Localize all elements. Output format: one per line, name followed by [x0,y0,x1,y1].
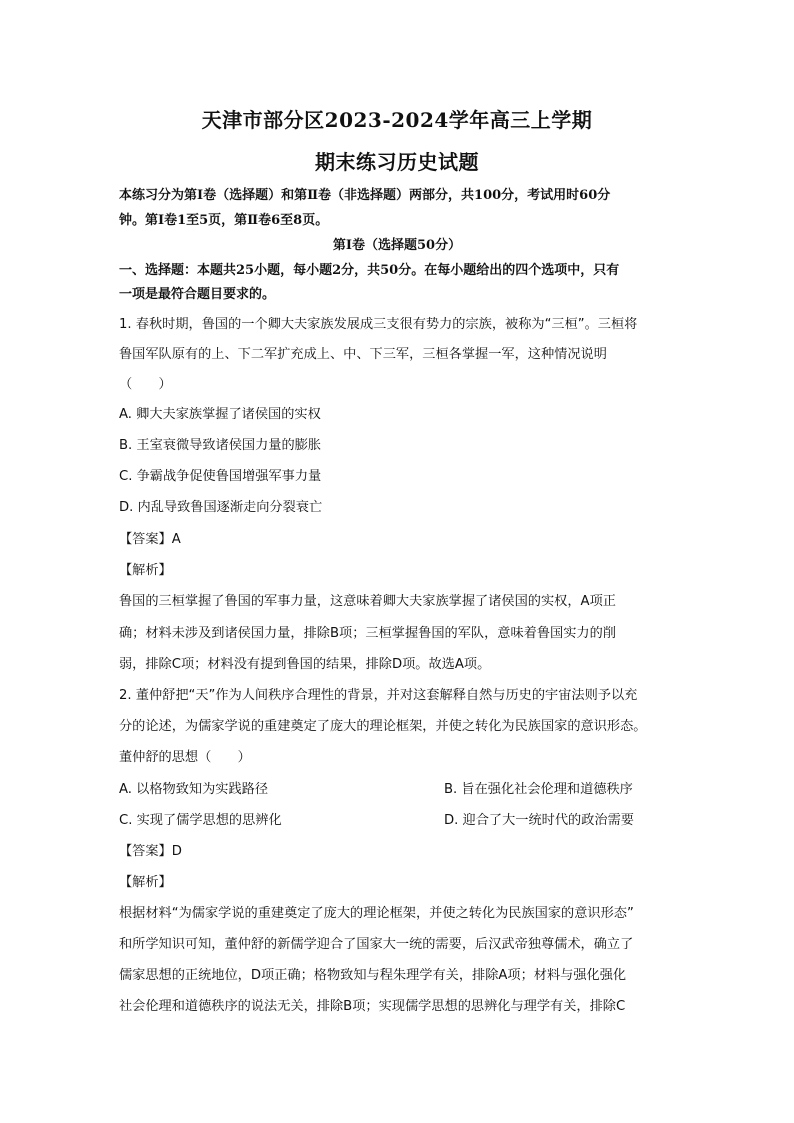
q1-option-b: B. 王室衰微导致诸侯国力量的膨胀 [119,438,322,453]
q1-stem-line: 鲁国军队原有的上、下二军扩充成上、中、下三军，三桓各掌握一军，这种情况说明 [119,347,607,362]
q1-stem-line: （ ） [119,377,172,392]
q2-stem-line: 董仲舒的思想（ ） [119,750,251,765]
part-heading: 一项是最符合题目要求的。 [119,287,276,302]
q2-analysis-line: 儒家思想的正统地位，D项正确；格物致知与程朱理学有关，排除A项；材料与强化强化 [119,968,627,983]
q2-option-b: B. 旨在强化社会伦理和道德秩序 [444,782,633,797]
intro-line: 钟。第Ⅰ卷1至5页，第Ⅱ卷6至8页。 [119,213,329,228]
q1-option-c: C. 争霸战争促使鲁国增强军事力量 [119,469,322,484]
q2-analysis-line: 和所学知识可知，董仲舒的新儒学迎合了国家大一统的需要，后汉武帝独尊儒术，确立了 [119,937,634,952]
q1-answer: 【答案】A [119,532,181,547]
q2-option-d: D. 迎合了大一统时代的政治需要 [444,813,634,828]
q2-analysis-label: 【解析】 [119,875,172,890]
q1-option-d: D. 内乱导致鲁国逐渐走向分裂衰亡 [119,500,323,515]
q1-analysis-line: 弱，排除C项；材料没有提到鲁国的结果，排除D项。故选A项。 [119,657,491,672]
q2-option-a: A. 以格物致知为实践路径 [119,782,269,797]
q2-analysis-line: 根据材料“为儒家学说的重建奠定了庞大的理论框架，并使之转化为民族国家的意识形态” [119,906,634,921]
q2-stem-line: 分的论述，为儒家学说的重建奠定了庞大的理论框架，并使之转化为民族国家的意识形态。 [119,719,647,734]
q2-stem-line: 2. 董仲舒把“天”作为人间秩序合理性的背景，并对这套解释自然与历史的宇宙法则予以充 [119,688,638,703]
q1-analysis-line: 确；材料未涉及到诸侯国力量，排除B项；三桓掌握鲁国的军队，意味着鲁国实力的削 [119,626,616,641]
exam-title-line2: 期末练习历史试题 [315,150,479,174]
q1-analysis-label: 【解析】 [119,563,172,578]
q2-option-c: C. 实现了儒学思想的思辨化 [119,813,282,828]
part-heading: 一、选择题：本题共25小题，每小题2分，共50分。在每小题给出的四个选项中，只有 [119,263,620,278]
q1-stem-line: 1. 春秋时期，鲁国的一个卿大夫家族发展成三支很有势力的宗族，被称为“三桓”。三桓将 [119,317,638,332]
intro-line: 本练习分为第Ⅰ卷（选择题）和第Ⅱ卷（非选择题）两部分，共100分，考试用时60分 [119,188,611,203]
exam-title-line1: 天津市部分区2023-2024学年高三上学期 [201,108,593,132]
q1-option-a: A. 卿大夫家族掌握了诸侯国的实权 [119,407,321,422]
q2-analysis-line: 社会伦理和道德秩序的说法无关，排除B项；实现儒学思想的思辨化与理学有关，排除C [119,999,626,1014]
q1-analysis-line: 鲁国的三桓掌握了鲁国的军事力量，这意味着卿大夫家族掌握了诸侯国的实权，A项正 [119,594,616,609]
q2-answer: 【答案】D [119,844,182,859]
section-heading: 第Ⅰ卷（选择题50分） [332,238,462,253]
